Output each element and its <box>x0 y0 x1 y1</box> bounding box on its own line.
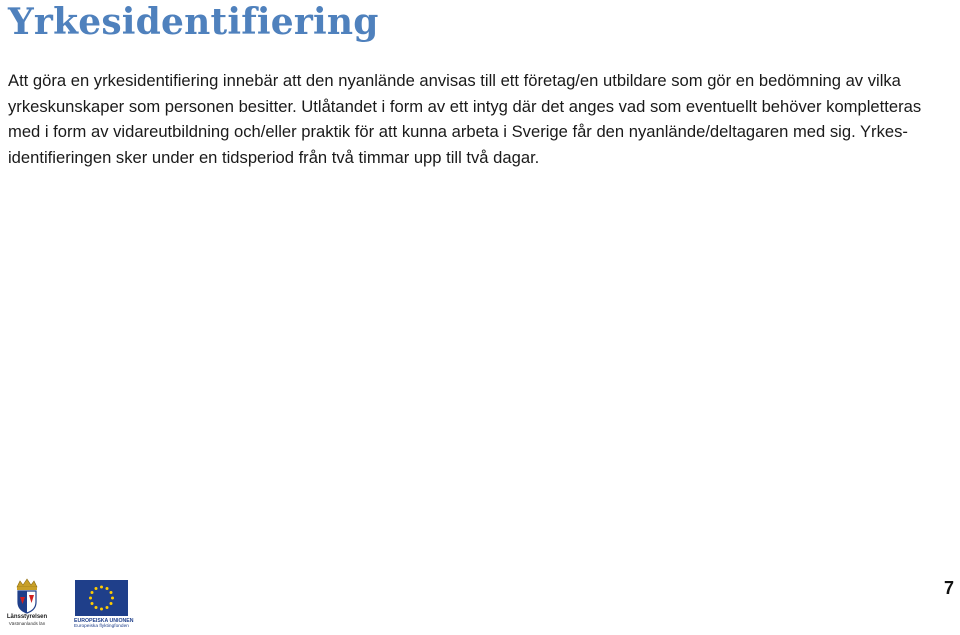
body-line: Att göra en yrkesidentifiering innebär att den nyanlände anvisas till ett företag/en utbildare som gör en bedömning av vilka <box>8 71 901 90</box>
body-line: identifieringen sker under en tidsperiod från två timmar upp till två dagar. <box>8 147 540 167</box>
eu-sub: Europeiska flyktingfonden <box>74 624 129 629</box>
eu-flag-icon <box>75 580 128 616</box>
lansstyrelsen-name: Länsstyrelsen <box>6 614 48 620</box>
body-paragraph <box>8 68 956 170</box>
eu-name: EUROPEISKA UNIONEN <box>74 618 134 624</box>
footer-logos <box>0 575 960 635</box>
page-number: 7 <box>943 578 954 598</box>
body-line: med i form av vidareutbildning och/eller praktik för att kunna arbeta i Sverige får den nyanlände/deltagaren med sig. Yrkes- <box>8 122 908 141</box>
page-title: Yrkesidentifiering <box>8 1 379 43</box>
body-line: yrkeskunskaper som personen besitter. Utlåtandet i form av ett intyg där det anges vad som eventuellt behöver kompletteras <box>8 96 922 116</box>
lansstyrelsen-sub: Västmanlands län <box>8 621 46 626</box>
